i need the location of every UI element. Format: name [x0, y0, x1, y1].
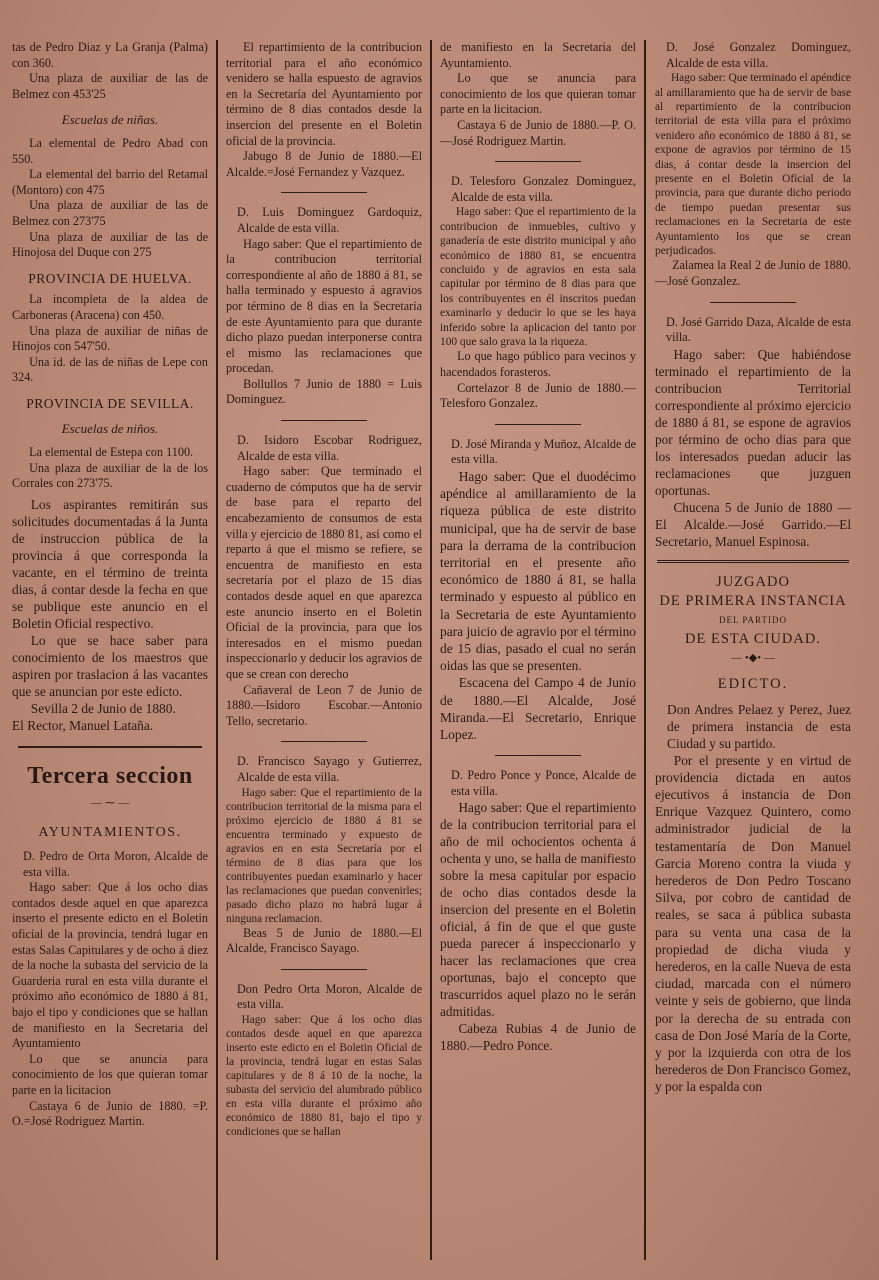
section-rule	[657, 560, 849, 563]
notice-signature: Cortelazor 8 de Junio de 1880.—Telesforo Gonzalez.	[440, 380, 636, 411]
notice-author: Don Pedro Orta Moron, Alcalde de esta villa.	[236, 981, 422, 1012]
vacancy-item: La incompleta de la aldea de Carboneras (Aracena) con 450.	[12, 292, 208, 322]
notice-signature: Cabeza Rubias 4 de Junio de 1880.—Pedro Ponce.	[440, 1021, 636, 1054]
notice-signature: Escacena del Campo 4 de Junio de 1880.—El Alcalde, José Miranda.—El Secretario, Enrique Lopez.	[440, 675, 636, 743]
notice-body: Hago saber: Que á los ocho dias contados desde aquel en que aparezca inserto el presente edicto en el Boletin oficial de la provincia, tendrá lugar en estas Salas Capitulares y de ocho á diez de la noche la subasta del servicio de la Guarderia rural en esta villa durante el próximo año económico de 1880 á 81, bajo el tipo y condiciones que se hallan de manifiesto en la Secretaria del Ayuntamiento	[12, 880, 208, 1051]
notice-body: Hago saber: Que á los ocho dias contados desde aquel en que aparezca inserto este edicto en el Boletin Oficial de la provincia, tendrá lugar en estas Salas capitulares y de 8 á 10 de la noche, la subasta del servicio del alumbrado público en esta villa durante el próximo año económico de 1880 81, bajo el tipo y condiciones que se hallan	[226, 1013, 422, 1138]
column-divider	[430, 40, 432, 1260]
notice-divider	[281, 192, 367, 193]
notice-author: D. Isidoro Escobar Rodriguez, Alcalde de esta villa.	[236, 433, 422, 463]
notice-paragraph: Lo que se hace saber para conocimiento de los maestros que aspiren por traslacion á las vacantes que se anuncian por este edicto.	[12, 632, 208, 699]
vacancy-item: Una id. de las de niñas de Lepe con 324.	[12, 354, 208, 385]
text-line: Una plaza de auxiliar de las de Belmez con 453'25	[12, 71, 208, 101]
text-line: tas de Pedro Diaz y La Granja (Palma) con 360.	[12, 40, 208, 70]
huelva-heading: PROVINCIA DE HUELVA.	[28, 270, 192, 286]
ayuntamientos-heading: AYUNTAMIENTOS.	[38, 825, 182, 841]
vacancy-item: La elemental de Estepa con 1100.	[29, 445, 194, 460]
notice-body: Hago saber: Que el repartimiento de la contribucion de inmuebles, cultivo y ganadería de este distrito municipal y año económico de 1880 81, se encuentra concluido y de agravios en esta sala capitular por término de 8 dias para que los contribuyentes en él inscritos puedan examinarlo y deducir lo que se les haya inferido sobre la aplicacion del tanto por 100 que salo grava la la riqueza.	[440, 206, 636, 348]
notice-body: El repartimiento de la contribucion territorial para el año económico venidero se halla espuesto de agravios en la Secretaría del Ayuntamiento por término de 8 dias contados desde la insercion del presente en el Boletin oficial de la provincia.	[226, 40, 422, 148]
vacancy-item: La elemental del barrio del Retamal (Montoro) con 475	[12, 167, 208, 197]
column-2	[226, 40, 422, 1280]
notice-author: D. José Garrido Daza, Alcalde de esta villa.	[665, 314, 851, 345]
column-4	[655, 40, 851, 1280]
signature-place: Sevilla 2 de Junio de 1880.	[30, 700, 176, 716]
notice-signature: Bollullos 7 Junio de 1880 = Luis Dominguez.	[226, 376, 422, 407]
column-divider	[216, 40, 218, 1260]
notice-signature: Castaya 6 de Junio de 1880.—P. O.—José Rodriguez Martin.	[440, 117, 636, 148]
notice-body: Hago saber: Que habiéndose terminado el repartimiento de la contribucion Territorial correspondiente al próximo ejercicio de 1880 á 81, se espone de agravios por término de ocho dias para que los interesados puedan aducir las reclamaciones que juzguen oportunas.	[655, 346, 851, 498]
notice-author: D. Francisco Sayago y Gutierrez, Alcalde de esta villa.	[236, 754, 422, 784]
girls-schools-heading: Escuelas de niñas.	[61, 112, 159, 128]
notice-divider	[710, 302, 796, 303]
notice-signature: Beas 5 de Junio de 1880.—El Alcalde, Francisco Sayago.	[226, 925, 422, 956]
notice-body: Hago saber: Que el repartimiento de la contribucion territorial correspondiente al año de 1880 á 81, se halla terminado y espuesto á agravios por término de 8 dias en la Secretaría de este Ayuntamiento para que durante dicho plazo puedan interponerse contra el mismo las reclamaciones que procedan.	[226, 236, 422, 376]
notice-body: Hago saber: Que el repartimiento de la contribucion territorial para el año de mil ochocientos ochenta á ochenta y uno, se halla de manifiesto sobre la mesa capitular por espacio de ocho dias contados desde la insercion del presente en el Boletin oficial, á fin de que el que guste pueda parecer á inspeccionarlo y hacer las reclamaciones que crea oportunas, bajo el concepto que trascurridos aquel plazo no le serán admitidas.	[440, 800, 636, 1020]
notice-signature: Cañaveral de Leon 7 de Junio de 1880.—Isidoro Escobar.—Antonio Tello, secretario.	[226, 682, 422, 728]
notice-body: Hago saber: Que terminado el cuaderno de cómputos que ha de servir de base para el reparto del encabezamiento de consumos de esta villa y ejercicio de 1880 81, así como el reparto á que el mismo se refiere, se encuentra de manifiesto en esta secretaría por el plazo de 15 dias contados desde aquel en que aparezca este anuncio inserto en el Boletin Oficial de la provincia, para que los interesados en el mismo puedan inspeccionarlo y deducir los agravios de que se crean con derecho	[226, 464, 422, 681]
vacancy-item: Una plaza de auxiliar de las de Hinojosa del Duque con 275	[12, 229, 208, 260]
notice-body: Hago saber: Que el duodécimo apéndice al amillaramiento de la riqueza pública de este distrito municipal, que ha de servir de base para la derrama de la contribucion territorial en el presente año económico de 1880 á 81, se halla terminado y espuesto al público en la Secretaria de este Ayuntamiento para juicio de agravio por el término de 15 dias, pasado el cual no serán oidas las que se presenten.	[440, 468, 636, 674]
notice-author: D. José Miranda y Muñoz, Alcalde de esta villa.	[450, 436, 636, 467]
column-3	[440, 40, 636, 1280]
notice-author: D. José Gonzalez Dominguez, Alcalde de esta villa.	[665, 40, 851, 70]
notice-body: Lo que se anuncia para conocimiento de los que quieran tomar parte en la licitacion.	[440, 71, 636, 117]
notice-divider	[495, 424, 581, 425]
court-title: DE PRIMERA INSTANCIA	[659, 592, 847, 609]
notice-body: Lo que se anuncia para conocimiento de los que quieran tomar parte en la licitacion	[12, 1051, 208, 1097]
vacancy-item: La elemental de Pedro Abad con 550.	[12, 135, 208, 166]
notice-divider	[281, 969, 367, 970]
edict-heading: EDICTO.	[717, 676, 789, 693]
notice-author: D. Pedro Ponce y Ponce, Alcalde de esta villa.	[450, 768, 636, 798]
court-title: JUZGADO	[716, 573, 790, 590]
notice-body: Hago saber: Que el repartimiento de la contribucion territorial de la misma para el próximo ejercicio de 1880 á 81 se encuentra terminado y expuesto de agravios en en esta Secretaría por el término de 8 dias para que los contribuyentes puedan examinarlo y hacer las reclamaciones que puedan convenirles; pasado dicho plazo no habrá lugar á ninguna reclamacion.	[226, 786, 422, 925]
column-divider	[644, 40, 646, 1260]
notice-signature: Chucena 5 de Junio de 1880 — El Alcalde.—José Garrido.—El Secretario, Manuel Espinosa.	[655, 499, 851, 549]
notice-signature: Zalamea la Real 2 de Junio de 1880.—José Gonzalez.	[655, 258, 851, 289]
notice-divider	[281, 420, 367, 421]
judge-name: Don Andres Pelaez y Perez, Juez de primera instancia de esta Ciudad y su partido.	[667, 701, 851, 751]
notice-author: D. Luis Dominguez Gardoquiz, Alcalde de esta villa.	[236, 205, 422, 235]
vacancy-item: Una plaza de auxiliar de la de los Corrales con 273'75.	[12, 460, 208, 491]
vacancy-item: Una plaza de auxiliar de niñas de Hinojos con 547'50.	[12, 323, 208, 354]
column-1	[12, 40, 208, 1280]
ornament: — ⁓ —	[90, 796, 130, 809]
notice-signature: Jabugo 8 de Junio de 1880.—El Alcalde.=José Fernandez y Vazquez.	[226, 149, 422, 179]
section-rule	[18, 746, 202, 748]
notice-body: de manifiesto en la Secretaria del Ayuntamiento.	[440, 40, 636, 70]
notice-author: D. Telesforo Gonzalez Dominguez, Alcalde de esta villa.	[450, 174, 636, 204]
notice-author: D. Pedro de Orta Moron, Alcalde de esta villa.	[22, 849, 208, 879]
edict-body: Por el presente y en virtud de providencia dictada en autos ejecutivos á instancia de Don Enrique Vazquez Quintero, como administrador judicial de la testamentaría de Don Manuel Garcia Moreno contra la viuda y herederos de Don Pedro Toscano Silva, por cobro de cantidad de reales, se saca á pública subasta para su venta una casa de la propiedad de dicha viuda y herederos, en la calle Nueva de esta ciudad, marcada con el número veinte y seis de gobierno, que linda por la derecha de su entrada con casa de Don José María de la Corte, y por la izquierda con otra de los herederos de Don Francisco Gomez, y por la espalda con	[655, 752, 851, 1095]
sevilla-heading: PROVINCIA DE SEVILLA.	[26, 395, 194, 411]
notice-divider	[281, 741, 367, 742]
notice-body: Hago saber: Que terminado el apéndice al amillaramiento que ha de servir de base al repartimiento de la contribucion territorial de esta villa para el próximo venidero año económico de 1880 á 81, se expone de agravios por término de 15 dias, á contar desde la insercion del presente en el Boletin Oficial de la provincia, para que durante dicho periodo de tiempo puedan presentar sus reclamaciones en la Secretaria de este Ayuntamiento los que se crean perjudicados.	[655, 72, 851, 258]
court-title: DE ESTA CIUDAD.	[685, 631, 821, 648]
notice-divider	[495, 755, 581, 756]
notice-body: Lo que hago público para vecinos y hacendados forasteros.	[440, 349, 636, 379]
vacancy-item: Una plaza de auxiliar de las de Belmez con 273'75	[12, 198, 208, 228]
notice-signature: Castaya 6 de Junio de 1880. =P. O.=José Rodriguez Martin.	[12, 1098, 208, 1129]
notice-divider	[495, 161, 581, 162]
notice-paragraph: Los aspirantes remitirán sus solicitudes documentadas á la Junta de instruccion pública de la provincia á que corresponda la vacante, en el término de treinta dias, á contar desde la fecha en que se publique este anuncio en el Boletin Oficial respectivo.	[12, 496, 208, 631]
boys-schools-heading: Escuelas de niños.	[61, 421, 159, 437]
section-title: Tercera seccion	[27, 762, 193, 789]
court-subtitle: DEL PARTIDO	[718, 614, 788, 625]
ornament: — •◆• —	[731, 652, 775, 665]
signature-name: El Rector, Manuel Lataña.	[12, 717, 154, 733]
